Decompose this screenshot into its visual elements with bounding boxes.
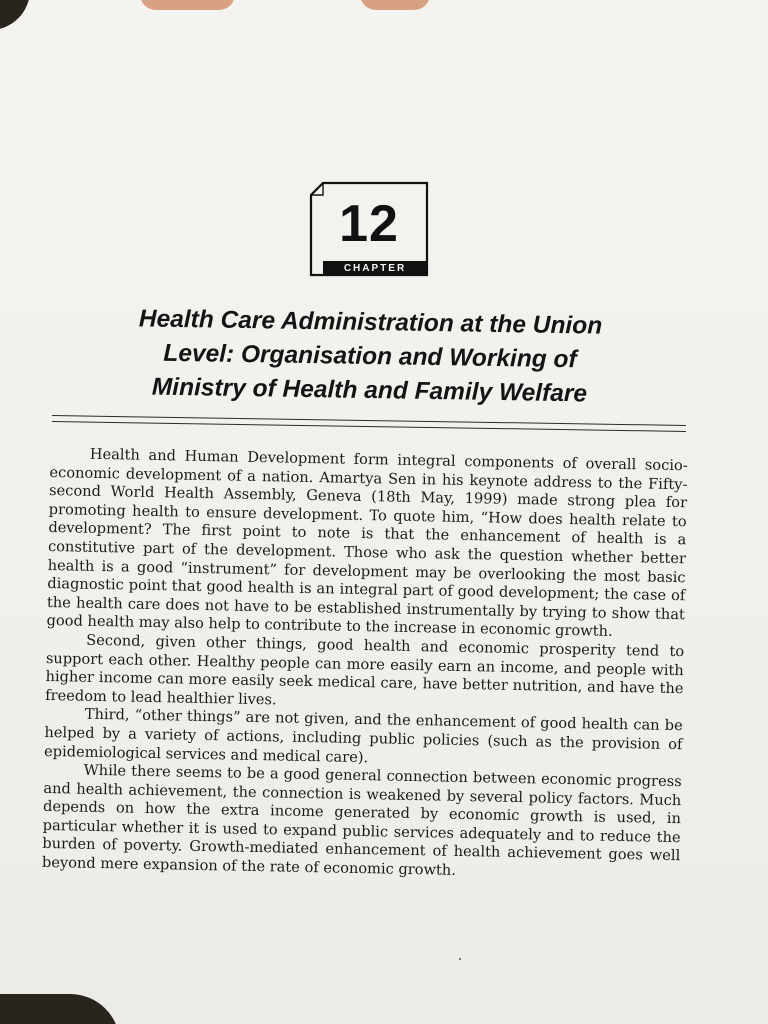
body-paragraph-2: Second, given other things, good health and economic prosperity tend to support each other. Healthy people can more easily earn an income, and people with higher income can more easily seek medical care, have better nutrition, and have the freedom to lead healthier lives.: [45, 631, 685, 709]
chapter-label: CHAPTER: [323, 261, 427, 276]
chapter-title-line-3: Ministry of Health and Family Welfare: [151, 373, 588, 408]
chapter-title: [49, 301, 691, 413]
page-speck: [459, 958, 461, 960]
background-corner-top: [0, 0, 30, 30]
chapter-title-line-2: Level: Organisation and Working of: [163, 339, 577, 374]
chapter-body: [42, 445, 688, 885]
body-paragraph-3: Third, “other things” are not given, and the enhancement of good health can be helped by a variety of actions, including public policies (such as the provision of epidemiological services and medical care).: [43, 706, 683, 766]
body-paragraph-1: Health and Human Development form integral components of overall socio-economic development of a nation. Amartya Sen in his keynote address to the Fifty-second World Health Assembly, Geneva (18th May, 1999) made strong plea for promoting health to ensure development. To quote him, “How does health relate to development? The first point to note is that the enhancement of health is a constitutive part of the development. Those who ask the question whether better health is a good “instrument” for development may be overlooking the most basic diagnostic point that good health is an integral part of good development; the case of the health care does not have to be established instrumentally by trying to show that good health may also help to contribute to the increase in economic growth.: [46, 445, 688, 641]
background-corner-bottom: [0, 994, 120, 1024]
title-divider-top: [52, 415, 686, 426]
holding-fingers: [140, 0, 440, 14]
chapter-title-line-1: Health Care Administration at the Union: [138, 305, 603, 340]
chapter-badge: [309, 181, 429, 277]
body-paragraph-4: While there seems to be a good general connection between economic progress and health achievement, the connection is weakened by several policy factors. Much depends on how the extra income generated by economic growth is used, in particular whether it is used to expand public services adequately and to reduce the burden of poverty. Growth-mediated enhancement of health achievement goes well beyond mere expansion of the rate of economic growth.: [41, 761, 682, 879]
chapter-number: 12: [339, 195, 399, 253]
